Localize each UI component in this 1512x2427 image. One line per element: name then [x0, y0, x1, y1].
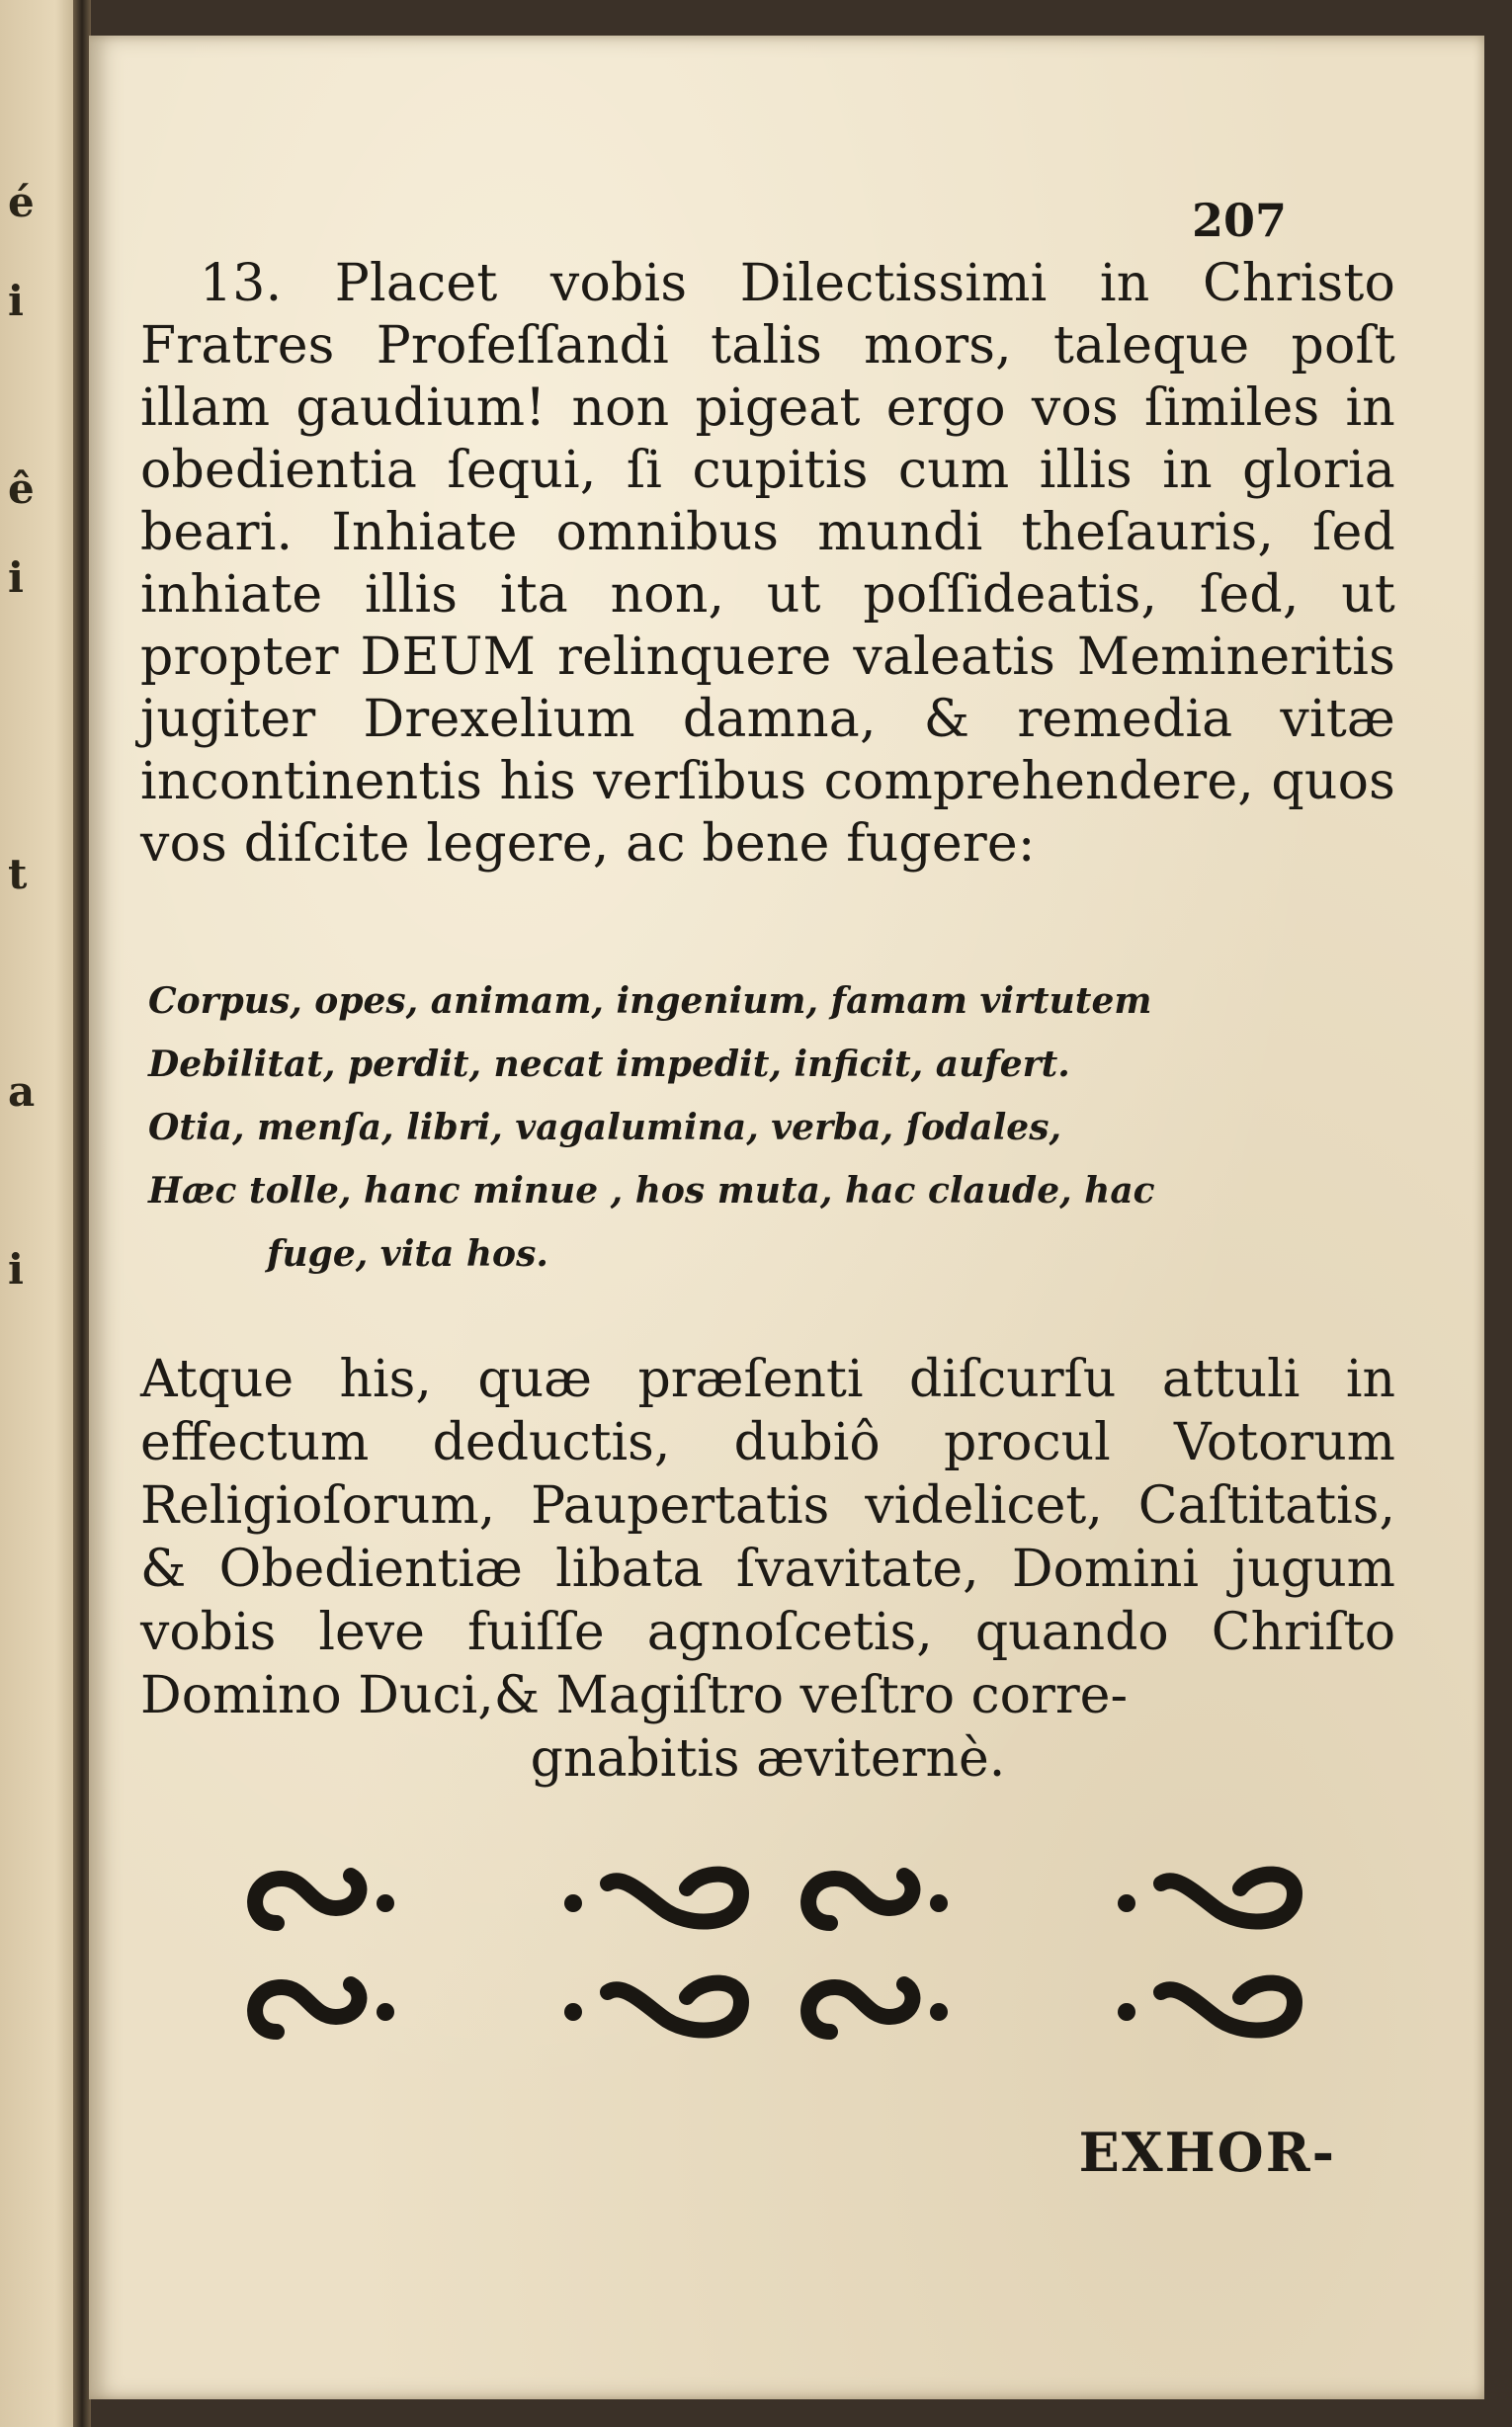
ornament-row — [237, 1958, 1304, 2066]
fleuron-scroll-icon — [237, 1963, 474, 2061]
fleuron-scroll-icon — [1067, 1854, 1304, 1953]
verse-line: Hæc tolle, hanc minue , hos muta, hac claude, hac — [148, 1170, 1155, 1212]
ornament-row — [237, 1849, 1304, 1958]
fleuron-scroll-icon — [1067, 1963, 1304, 2061]
fleuron-ornament-band — [237, 1849, 1304, 2076]
page-number: 207 — [1191, 194, 1287, 247]
catchword: EXHOR- — [1078, 2121, 1336, 2184]
fleuron-scroll-icon — [514, 1854, 751, 1953]
verse-line: Corpus, opes, animam, ingenium, famam virtutem — [148, 980, 1152, 1022]
adjacent-page-glyphs: é i ê i t a i — [8, 178, 36, 1294]
paragraph-text: 13. Placet vobis Dilectissimi in Christo Fratres Profeſſandi talis mors, taleque poſt illam gaudium! non pigeat ergo vos ſimiles in obedientia ſequi, ſi cupitis cum illis in gloria beari. Inhiate omnibus mundi theſauris, ſed inhiate illis ita non, ut poſſideatis, ſed, ut propter DEUM relinquere valeatis Memineritis jugiter Drexelium damna, & remedia vitæ incontinentis his verſibus comprehendere, quos vos diſcite legere, ac bene fugere: — [140, 254, 1395, 874]
paragraph-conclusion — [140, 1348, 1395, 1791]
fleuron-scroll-icon — [791, 1963, 1028, 2061]
verse-line-continuation: fuge, vita hos. — [267, 1233, 548, 1275]
conclusion-text: Atque his, quæ præſenti diſcurſu attuli in effectum deductis, dubiô procul Votorum Religioſorum, Paupertatis videlicet, Caſtitatis, & Obedientiæ libata ſvavitate, Domini jugum vobis leve fuiſſe agnoſcetis, quando Chriſto Domino Duci,& Magiſtro veſtro corre- — [140, 1350, 1395, 1725]
conclusion-last-line: gnabitis æviternè. — [530, 1729, 1006, 1789]
fleuron-scroll-icon — [514, 1963, 751, 2061]
book-page — [89, 36, 1484, 2399]
fleuron-scroll-icon — [791, 1854, 1028, 1953]
fleuron-scroll-icon — [237, 1854, 474, 1953]
verse-line: Otia, menſa, libri, vagalumina, verba, ſodales, — [148, 1107, 1061, 1148]
verse-line: Debilitat, perdit, necat impedit, inficit, aufert. — [148, 1044, 1070, 1085]
verse-block — [148, 969, 1393, 1286]
paragraph-main — [140, 253, 1395, 876]
